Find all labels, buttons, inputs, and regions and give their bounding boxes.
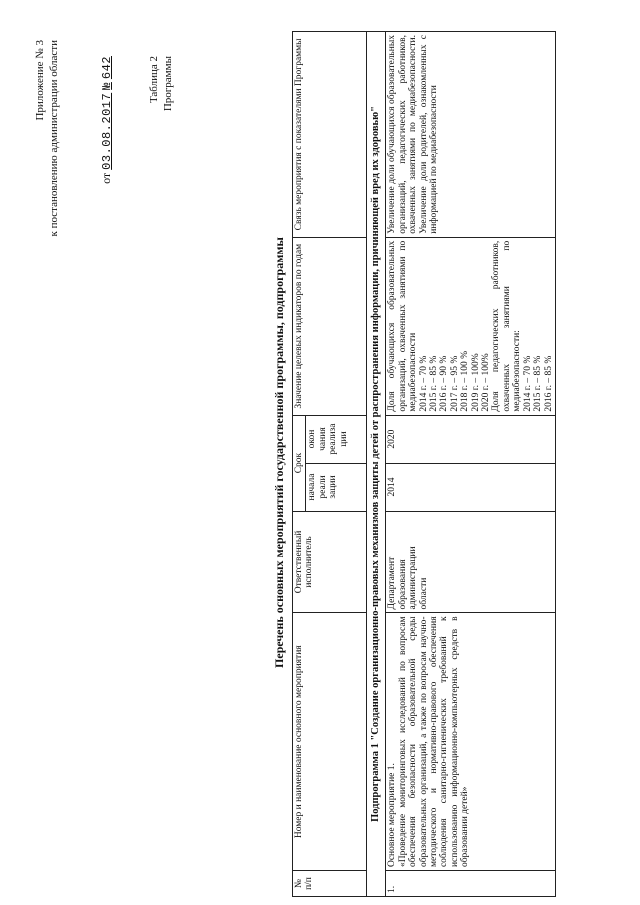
indicator-1-value: 2018 г. – 100 %	[460, 350, 471, 412]
indicator-1-value: 2016 г. – 90 %	[439, 355, 450, 412]
indicator-1-value: 2017 г. – 95 %	[449, 355, 460, 412]
table-row	[386, 32, 556, 897]
row-name	[386, 613, 556, 871]
col-link-header: Связь мероприятия с показателями Программы	[293, 32, 367, 238]
row-executor: Департамент образования администрации области	[386, 511, 556, 613]
activities-table	[292, 31, 556, 897]
col-name-header: Номер и наименование основного мероприятия	[293, 613, 367, 871]
number-prefix: №	[100, 82, 114, 90]
table-header-row	[293, 32, 306, 897]
date-prefix: от	[99, 172, 113, 184]
indicator-2-value: 2016 г. – 85 %	[543, 355, 554, 412]
program-label: Программы	[162, 56, 174, 112]
subprogram-row	[367, 32, 386, 897]
row-link: Увеличение доли обучающихся образовательных организаций, педагогических работников, охваченных занятиями по медиабезопасности. Увеличение доли родителей, ознакомленных с информацией по медиабезопасности	[386, 32, 556, 238]
col-end-header: окон чания реализа ции	[306, 415, 367, 463]
number-value: 642	[100, 56, 114, 80]
row-name-head: Основное мероприятие 1.	[387, 763, 398, 868]
col-num-header: № п/п	[293, 871, 367, 897]
indicator-2-value: 2015 г. – 85 %	[533, 355, 544, 412]
row-start: 2014	[386, 463, 556, 511]
decree-label: к постановлению администрации области	[48, 40, 60, 237]
table-label: Таблица 2	[148, 56, 160, 104]
decree-date	[100, 56, 114, 184]
row-num: 1.	[386, 871, 556, 897]
indicator-1-value: 2020 г. – 100%	[481, 353, 492, 412]
indicator-1-value: 2015 г. – 85 %	[429, 355, 440, 412]
indicator-1-value: 2019 г. – 100%	[470, 353, 481, 412]
appendix-label: Приложение № 3	[34, 40, 46, 121]
col-term-header: Срок	[293, 415, 306, 511]
col-indicators-header: Значение целевых индикаторов по годам	[293, 237, 367, 415]
row-indicators	[386, 237, 556, 415]
indicator-2-value: 2014 г. – 70 %	[522, 355, 533, 412]
row-name-body: «Проведение мониторинговых исследований по вопросам обеспечения безопасности образовательной среды образовательных организаций, а также по вопросам научно-методического и нормативно-правового обеспечения соблюдения санитарно-гигиенических требований к использованию информационно-компьютерных средств в образовании детей»	[397, 616, 471, 868]
col-executor-header: Ответственный исполнитель	[293, 511, 367, 613]
indicator-1-text: Доля обучающихся образовательных организаций, охваченных занятиями по медиабезопасности	[387, 240, 419, 412]
page-title: Перечень основных мероприятий государственной программы, подпрограммы	[272, 237, 286, 668]
col-start-header: начала реали зации	[306, 463, 367, 511]
indicator-1-value: 2014 г. – 70 %	[418, 355, 429, 412]
date-value: 03.08.2017	[100, 92, 114, 170]
subprogram-title: Подпрограмма 1 "Создание организационно-правовых механизмов защиты детей от распространения информации, причиняющей вред их здоровью"	[367, 32, 386, 897]
indicator-2-text: Доля педагогических работников, охваченных занятиями по медиабезопасности:	[491, 240, 523, 412]
row-end: 2020	[386, 415, 556, 463]
